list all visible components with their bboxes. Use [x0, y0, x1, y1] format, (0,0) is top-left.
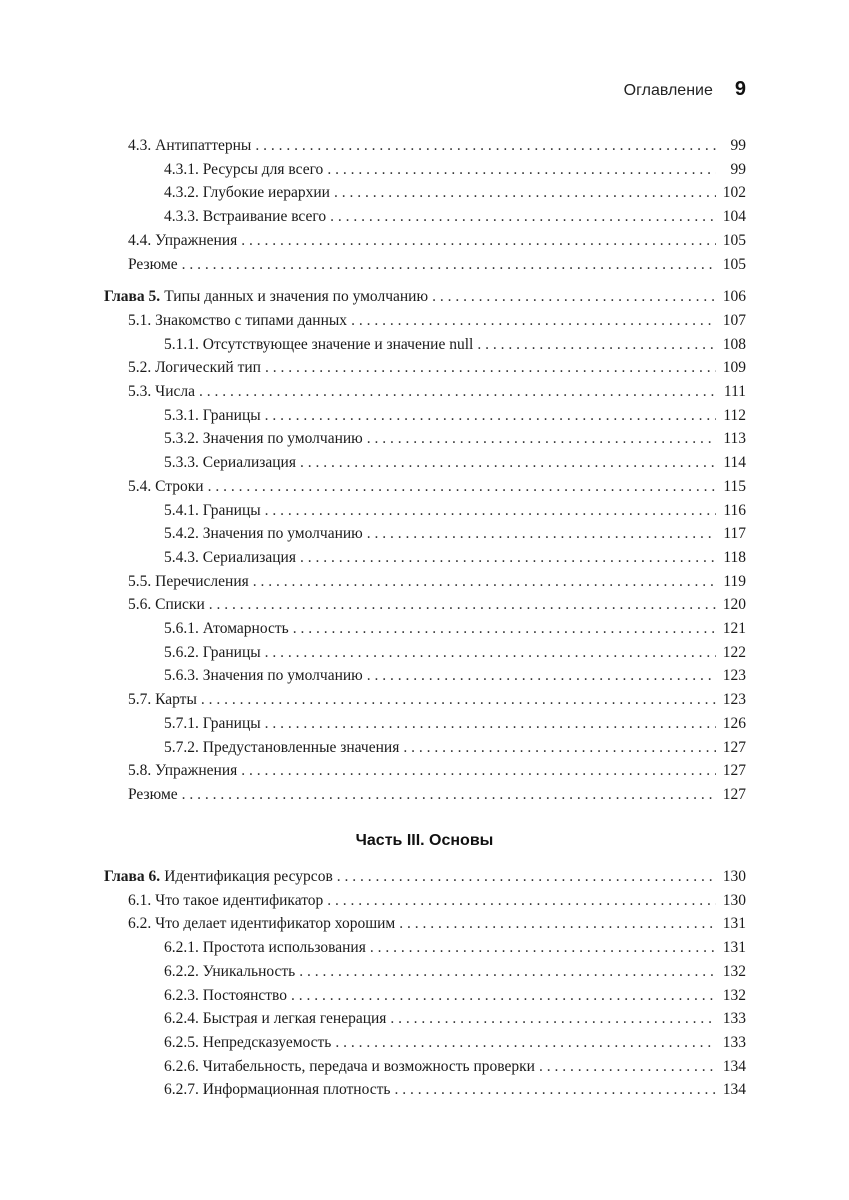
- toc-entry-label: 5.3.1. Границы: [164, 406, 261, 424]
- toc-entry-label: 5.1.1. Отсутствующее значение и значение null: [164, 335, 474, 353]
- dot-leader: [370, 936, 716, 960]
- toc-entry[interactable]: [128, 912, 746, 936]
- toc-entry-page: 109: [722, 359, 746, 377]
- dot-leader: [327, 158, 716, 182]
- toc-entry[interactable]: [128, 688, 746, 712]
- toc-entry-label: 6.2.3. Постоянство: [164, 986, 288, 1004]
- dot-leader: [265, 641, 716, 665]
- toc-entry-page: 120: [722, 596, 746, 614]
- toc-entry-page: 106: [722, 288, 746, 306]
- dot-leader: [432, 285, 716, 309]
- dot-leader: [394, 1078, 716, 1102]
- toc-entry-label: 6.1. Что такое идентификатор: [128, 891, 324, 909]
- chapter-prefix: Глава 5.: [104, 288, 161, 306]
- toc-entry-page: 127: [722, 785, 746, 803]
- dot-leader: [199, 380, 716, 404]
- dot-leader: [241, 229, 716, 253]
- toc-entry-label: 6.2.2. Уникальность: [164, 962, 296, 980]
- toc-entry[interactable]: [164, 158, 746, 182]
- toc-entry[interactable]: [128, 229, 746, 253]
- toc-entry[interactable]: [164, 181, 746, 205]
- toc-entry-label: Идентификация ресурсов: [164, 868, 333, 885]
- toc-entry-label: Резюме: [128, 785, 178, 803]
- toc-entry[interactable]: [128, 889, 746, 913]
- dot-leader: [241, 759, 716, 783]
- toc-entry-label: 5.3.2. Значения по умолчанию: [164, 430, 363, 448]
- dot-leader: [367, 427, 716, 451]
- toc-entry[interactable]: [164, 451, 746, 475]
- toc-entry-page: 132: [722, 962, 746, 980]
- toc-entry-label: Типы данных и значения по умолчанию: [164, 288, 429, 306]
- toc-entry[interactable]: [104, 285, 746, 309]
- toc-entry-page: 130: [722, 891, 746, 909]
- toc-entry-page: 108: [722, 335, 746, 353]
- toc-entry-page: 126: [722, 714, 746, 732]
- toc-entry[interactable]: [164, 404, 746, 428]
- toc-entry-label: 5.7.1. Границы: [164, 714, 261, 732]
- toc-entry-label: 5.6.2. Границы: [164, 643, 261, 661]
- dot-leader: [367, 664, 716, 688]
- toc-entry[interactable]: [128, 759, 746, 783]
- toc-entry-page: 107: [722, 311, 746, 329]
- toc-entry-label: 5.3. Числа: [128, 383, 195, 400]
- running-head: [624, 78, 746, 101]
- dot-leader: [390, 1007, 716, 1031]
- toc-entry-page: 105: [722, 231, 746, 249]
- dot-leader: [403, 736, 716, 760]
- toc-entry-page: 133: [722, 1033, 746, 1051]
- toc-entry[interactable]: [128, 783, 746, 807]
- dot-leader: [208, 475, 716, 499]
- dot-leader: [477, 333, 716, 357]
- toc-entry-page: 113: [723, 430, 746, 448]
- dot-leader: [399, 912, 716, 936]
- toc-entry-label: 6.2.6. Читабельность, передача и возможность проверки: [164, 1057, 535, 1075]
- toc-entry-label: 5.2. Логический тип: [128, 359, 261, 377]
- toc-entry-page: 134: [722, 1081, 746, 1099]
- dot-leader: [300, 546, 716, 570]
- toc-entry[interactable]: [164, 984, 746, 1008]
- toc-entry-label: 5.7. Карты: [128, 691, 197, 709]
- toc-entry-page: 104: [722, 208, 746, 226]
- dot-leader: [335, 1031, 716, 1055]
- toc-entry-label: 6.2.4. Быстрая и легкая генерация: [164, 1010, 387, 1028]
- toc-entry-label: 5.4.3. Сериализация: [164, 548, 296, 566]
- dot-leader: [265, 356, 716, 380]
- toc-entry[interactable]: [128, 309, 746, 333]
- toc-entry-label: 5.5. Перечисления: [128, 572, 249, 590]
- dot-leader: [209, 593, 716, 617]
- toc-entry-label: 4.3.2. Глубокие иерархии: [164, 184, 330, 202]
- toc-entry-label: 4.4. Упражнения: [128, 231, 238, 249]
- toc-entry-label: 4.3.1. Ресурсы для всего: [164, 160, 324, 178]
- dot-leader: [265, 712, 716, 736]
- toc-entry-label: 6.2.1. Простота использования: [164, 939, 366, 957]
- dot-leader: [351, 309, 716, 333]
- toc-entry[interactable]: [128, 356, 746, 380]
- toc-entry[interactable]: [164, 960, 746, 984]
- toc-entry-label: 5.6. Списки: [128, 596, 205, 614]
- toc-entry[interactable]: [104, 865, 746, 889]
- toc-entry-page: 123: [722, 691, 746, 709]
- toc-entry[interactable]: [164, 205, 746, 229]
- toc-entry-label: 5.3.3. Сериализация: [164, 454, 296, 472]
- toc-entry[interactable]: [164, 664, 746, 688]
- toc-entry-label: Резюме: [128, 255, 178, 273]
- toc-entry-page: 118: [723, 548, 746, 566]
- toc-entry-label: 4.3.3. Встраивание всего: [164, 208, 327, 226]
- dot-leader: [330, 205, 716, 229]
- toc-entry-label: 5.4. Строки: [128, 477, 204, 495]
- toc-entry-page: 131: [722, 915, 746, 933]
- toc-entry[interactable]: [164, 712, 746, 736]
- toc-entry[interactable]: [164, 641, 746, 665]
- chapter-prefix: Глава 6.: [104, 868, 161, 885]
- toc-entry[interactable]: [164, 427, 746, 451]
- toc-entry-page: 127: [722, 762, 746, 780]
- toc-entry-page: 123: [722, 667, 746, 685]
- dot-leader: [253, 570, 716, 594]
- section-title: Оглавление: [623, 82, 713, 99]
- dot-leader: [265, 499, 716, 523]
- toc-entry[interactable]: [164, 1007, 746, 1031]
- toc-entry[interactable]: [164, 522, 746, 546]
- toc-entry[interactable]: [164, 333, 746, 357]
- toc-entry-page: 114: [723, 454, 746, 472]
- toc-entry-page: 117: [723, 525, 746, 543]
- toc-entry-page: 127: [722, 738, 746, 756]
- toc-entry-page: 119: [723, 572, 746, 590]
- toc-entry[interactable]: [164, 546, 746, 570]
- dot-leader: [334, 181, 716, 205]
- toc-entry-label: 6.2.7. Информационная плотность: [164, 1081, 391, 1099]
- toc-entry-label: 5.6.1. Атомарность: [164, 620, 289, 637]
- toc-entry-label: 5.6.3. Значения по умолчанию: [164, 667, 363, 685]
- toc-entry-page: 111: [723, 383, 746, 400]
- toc-entry[interactable]: [164, 936, 746, 960]
- toc-entry-page: 132: [722, 986, 746, 1004]
- toc-entry[interactable]: [164, 1055, 746, 1079]
- toc-entry[interactable]: [128, 380, 746, 404]
- page-number: 9: [734, 78, 746, 100]
- toc-entry-page: 115: [723, 477, 746, 495]
- toc-entry-label: 5.1. Знакомство с типами данных: [128, 311, 348, 329]
- toc-entry[interactable]: [128, 593, 746, 617]
- toc-entry-page: 122: [722, 643, 746, 661]
- toc-entry-label: 5.4.1. Границы: [164, 501, 261, 519]
- toc-entry-page: 134: [722, 1057, 746, 1075]
- toc-entry-label: 6.2. Что делает идентификатор хорошим: [128, 915, 396, 933]
- toc-entry[interactable]: [164, 1078, 746, 1102]
- toc-entry-page: 102: [722, 184, 746, 202]
- toc-entry-page: 99: [730, 137, 746, 154]
- dot-leader: [182, 253, 716, 277]
- toc-entry-page: 112: [723, 406, 746, 424]
- toc-entry[interactable]: [164, 617, 746, 641]
- dot-leader: [539, 1055, 716, 1079]
- toc-entry-page: 131: [722, 939, 746, 957]
- dot-leader: [182, 783, 716, 807]
- dot-leader: [291, 984, 716, 1008]
- toc-entry[interactable]: [128, 475, 746, 499]
- toc-entry-page: 130: [722, 868, 746, 885]
- dot-leader: [337, 865, 716, 889]
- dot-leader: [299, 960, 716, 984]
- toc-entry-label: 4.3. Антипаттерны: [128, 137, 252, 154]
- toc-entry[interactable]: [128, 134, 746, 158]
- toc-entry-page: 133: [722, 1010, 746, 1028]
- toc-entry-label: 5.8. Упражнения: [128, 762, 238, 780]
- toc-entry-page: 99: [730, 160, 746, 178]
- part-heading: Часть III. Основы: [355, 832, 494, 849]
- toc-entry-label: 5.7.2. Предустановленные значения: [164, 738, 400, 756]
- dot-leader: [265, 404, 716, 428]
- toc-entry-page: 121: [722, 620, 746, 637]
- dot-leader: [201, 688, 716, 712]
- toc-entry-label: 5.4.2. Значения по умолчанию: [164, 525, 363, 543]
- toc-entry-page: 116: [723, 501, 746, 519]
- toc-entry-page: 105: [722, 255, 746, 273]
- toc-entry[interactable]: [164, 499, 746, 523]
- dot-leader: [293, 617, 716, 641]
- toc-entry[interactable]: [128, 253, 746, 277]
- dot-leader: [300, 451, 716, 475]
- dot-leader: [327, 889, 716, 913]
- toc-entry[interactable]: [128, 570, 746, 594]
- toc-entry[interactable]: [164, 1031, 746, 1055]
- toc-entry-label: 6.2.5. Непредсказуемость: [164, 1033, 332, 1051]
- dot-leader: [367, 522, 716, 546]
- dot-leader: [255, 134, 716, 158]
- toc-entry[interactable]: [164, 736, 746, 760]
